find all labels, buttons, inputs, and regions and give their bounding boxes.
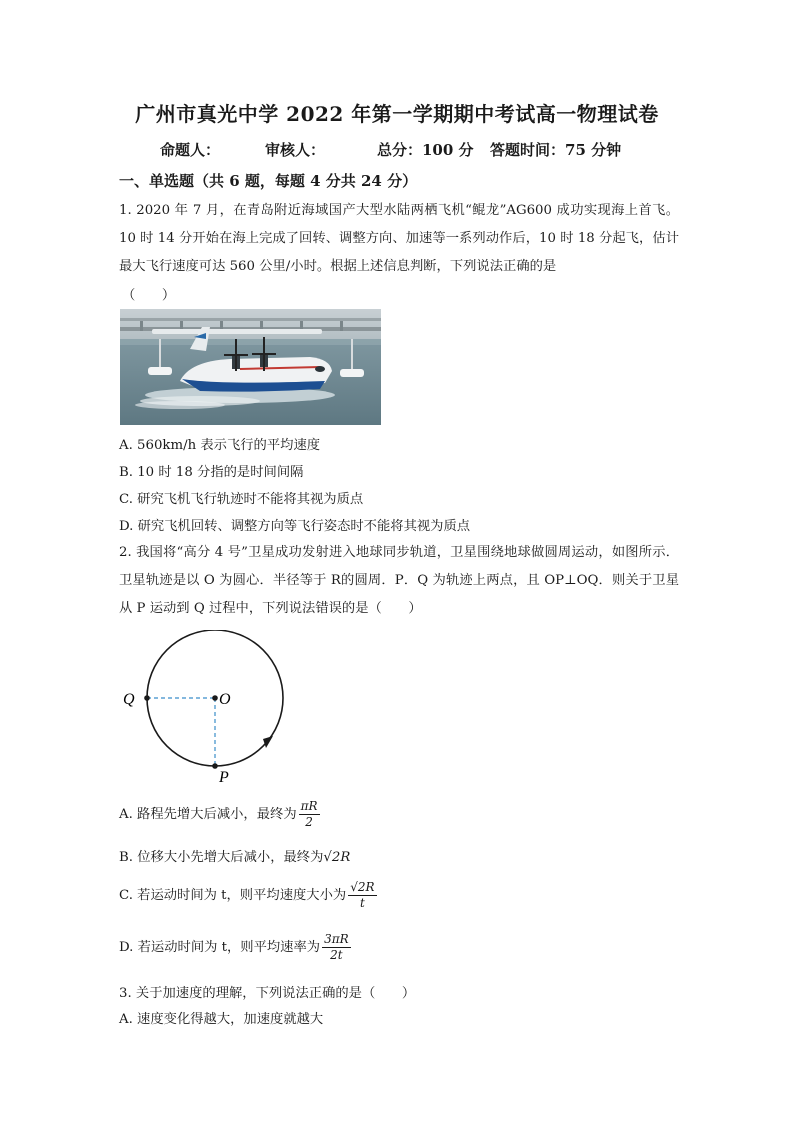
- label-q: Q: [123, 691, 135, 708]
- q3-stem: 3. 关于加速度的理解，下列说法正确的是（ ）: [119, 986, 416, 1001]
- seaplane-photo: [120, 309, 381, 425]
- exam-meta: [160, 139, 621, 160]
- q2-option-a: A. 路程先增大后减小，最终为 $\frac{\pi R}{2}$: [119, 799, 318, 829]
- reviewer-label: 审核人：: [265, 141, 326, 159]
- q1-option-b: B. 10 时 18 分指的是时间间隔: [119, 465, 304, 480]
- total-score: 总分：100 分: [377, 141, 474, 159]
- setter-label: 命题人：: [160, 141, 221, 159]
- label-o: O: [219, 691, 231, 708]
- q2-stem: 2. 我国将“高分 4 号”卫星成功发射进入地球同步轨道，卫星围绕地球做圆周运动，如图所示．卫星轨迹是以 O 为圆心．半径等于 R的圆周．P．Q 为轨迹上两点，且 OP⊥OQ．则关于卫星从 P 运动到 Q 过程中，下列说法错误的是（ ）: [119, 545, 679, 616]
- q2-option-d: D. 若运动时间为 t，则平均速率为 $\frac{3\pi R}{2t}$: [119, 932, 349, 962]
- time-limit: 答题时间：75 分钟: [490, 141, 622, 159]
- q2-option-b: B. 位移大小先增大后减小，最终为√2R: [119, 850, 351, 865]
- fraction: $\frac{\pi R}{2}$: [300, 799, 318, 829]
- q1-option-c: C. 研究飞机飞行轨迹时不能将其视为质点: [119, 492, 364, 507]
- q1-stem: 1. 2020 年 7 月，在青岛附近海域国产大型水陆两栖飞机“鲲龙”AG600 成功实现海上首飞。10 时 14 分开始在海上完成了回转、调整方向、加速等一系列动作后，10 时 18 分起飞，估计最大飞行速度可达 560 公里/小时。根据上述信息判断，下列说法正确的是: [119, 203, 679, 274]
- q1-option-a: A. 560km/h 表示飞行的平均速度: [119, 438, 321, 453]
- label-p: P: [219, 769, 229, 785]
- q3-option-a: A. 速度变化得越大，加速度就越大: [119, 1012, 324, 1027]
- q2-option-c: C. 若运动时间为 t，则平均速度大小为 $\frac{√2R}{t}$: [119, 880, 375, 910]
- fraction: $\frac{3\pi R}{2t}$: [324, 932, 349, 962]
- section-heading: 一、单选题（共 6 题，每题 4 分共 24 分）: [119, 172, 418, 190]
- orbit-figure: [115, 630, 305, 789]
- exam-title: 广州市真光中学 2022 年第一学期期中考试高一物理试卷: [135, 102, 659, 126]
- q1-option-d: D. 研究飞机回转、调整方向等飞行姿态时不能将其视为质点: [119, 519, 471, 534]
- fraction: $\frac{√2R}{t}$: [350, 880, 375, 910]
- q1-blank: （ ）: [122, 288, 176, 303]
